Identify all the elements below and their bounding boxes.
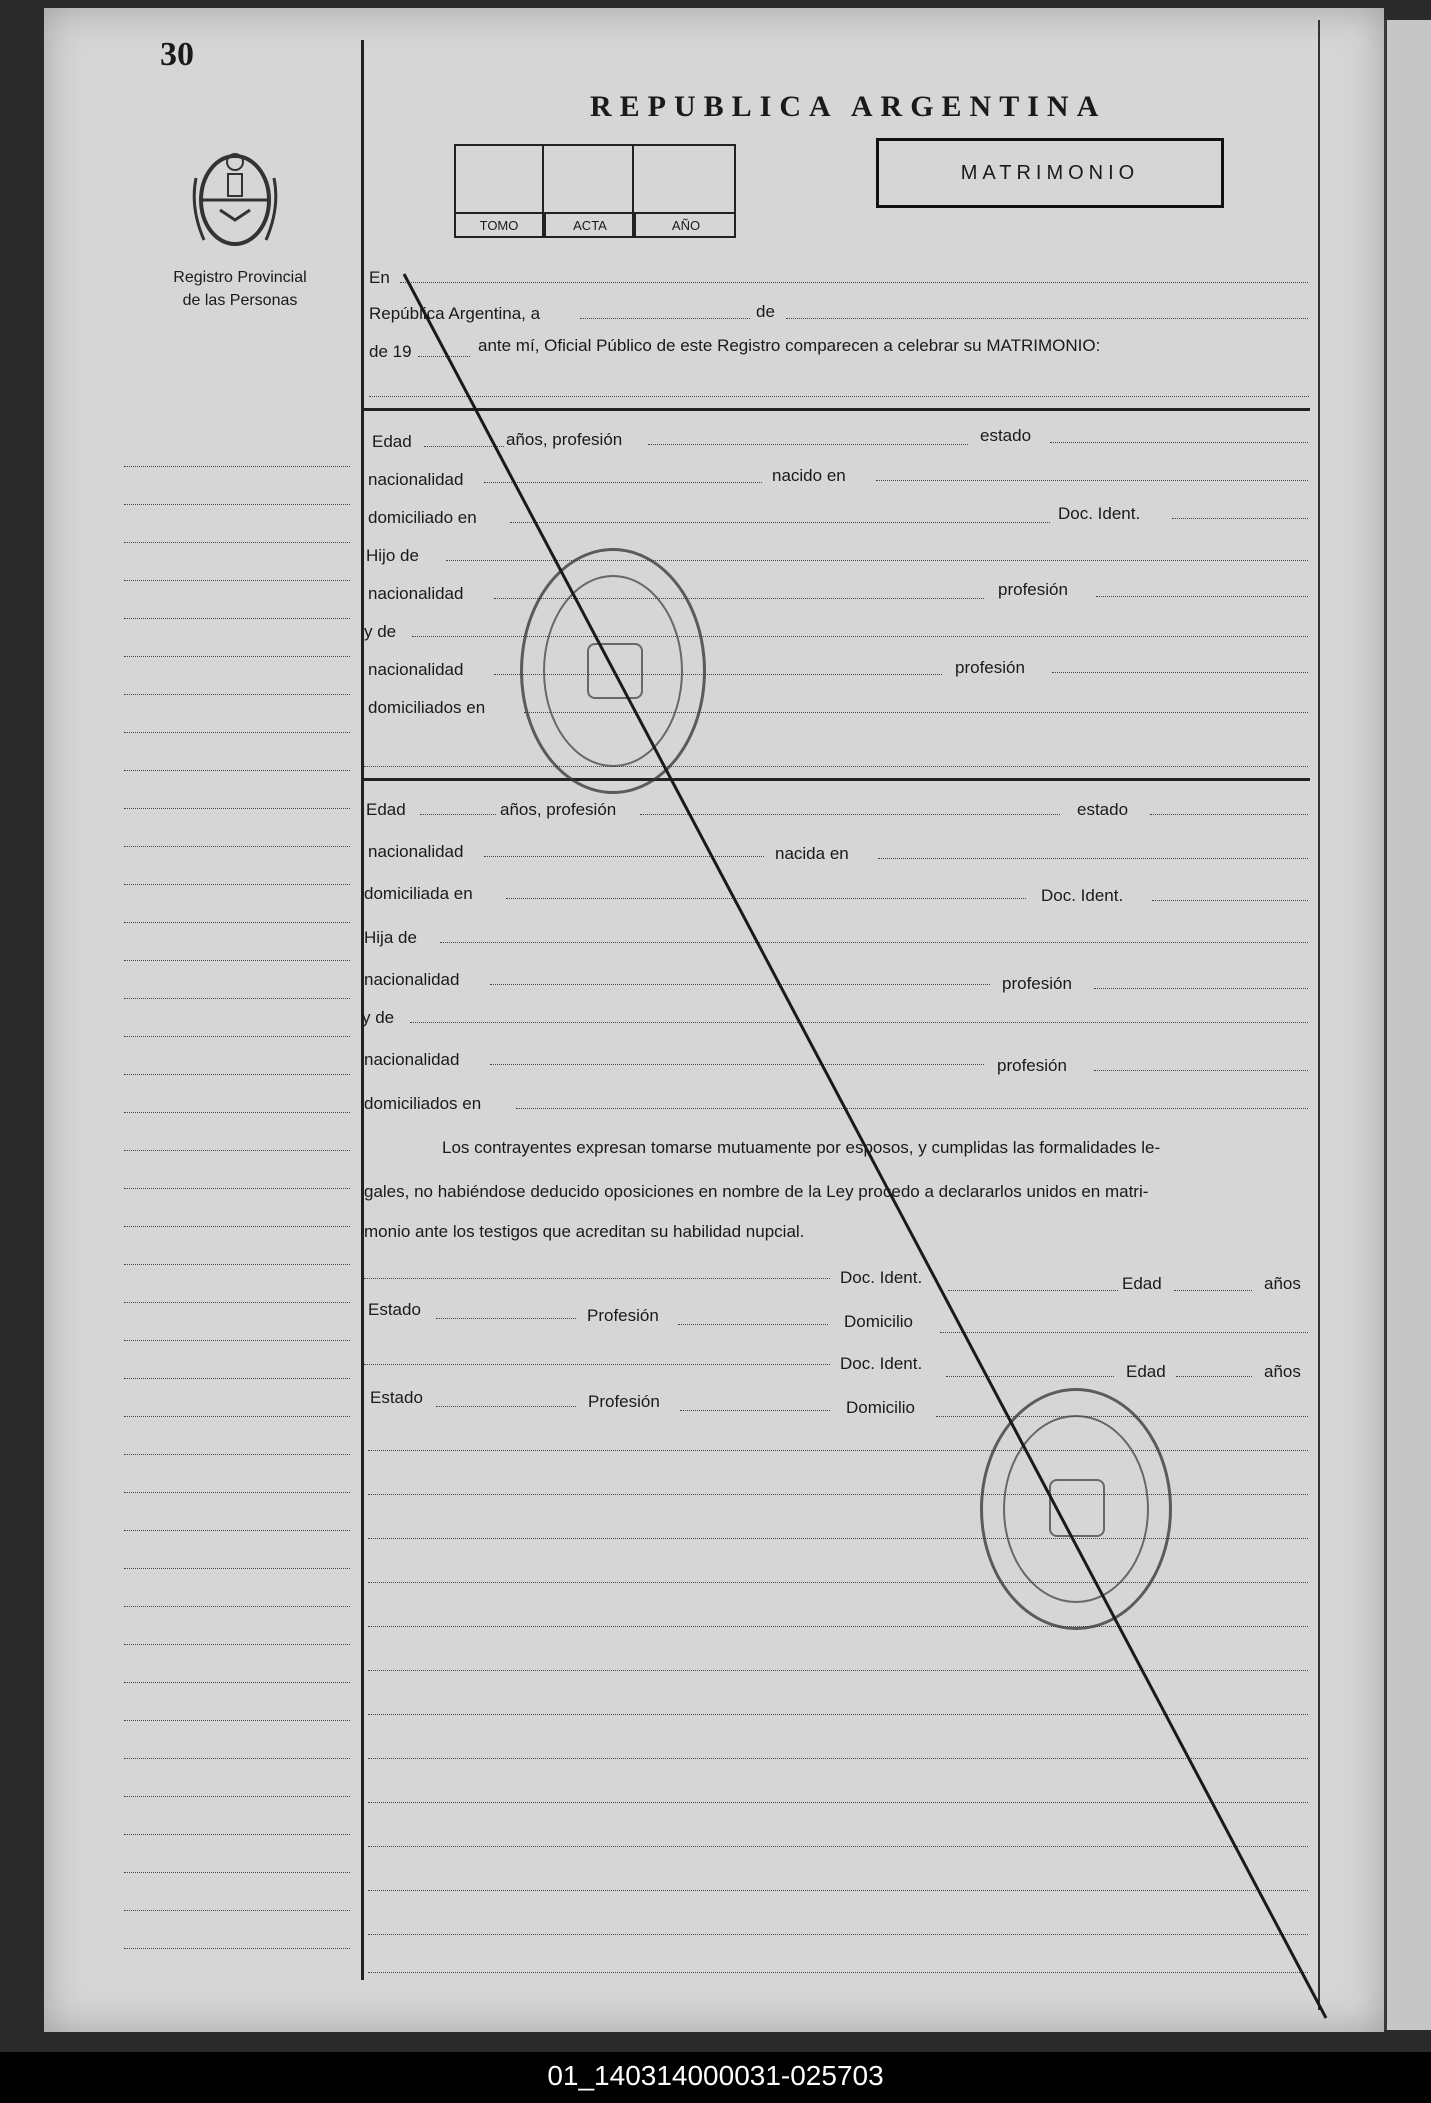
groom-nacionalidad-label: nacionalidad xyxy=(368,470,464,489)
witness1-profesion-label: Profesión xyxy=(587,1306,659,1325)
groom-nacido-label: nacido en xyxy=(772,466,846,485)
bride-father-nacionalidad-label: nacionalidad xyxy=(364,970,460,989)
groom-hijo-label: Hijo de xyxy=(366,546,419,565)
acta-label: ACTA xyxy=(544,212,634,236)
witness2-anos-label: años xyxy=(1264,1362,1301,1381)
document-id: 01_140314000031-025703 xyxy=(547,2060,884,2091)
declaration-line-2: gales, no habiéndose deducido oposiciones en nombre de la Ley procedo a declararlos unidos en matri- xyxy=(364,1182,1149,1201)
bride-domicilio-label: domiciliada en xyxy=(364,884,473,903)
declaration-line-3: monio ante los testigos que acreditan su habilidad nupcial. xyxy=(364,1222,805,1241)
groom-mother-profesion-label: profesión xyxy=(955,658,1025,677)
bride-nacida-label: nacida en xyxy=(775,844,849,863)
groom-estado-label: estado xyxy=(980,426,1032,445)
de-label: de xyxy=(756,302,775,321)
tomo-label: TOMO xyxy=(456,212,542,236)
bride-mother-label: y de xyxy=(362,1008,395,1027)
page-number: 30 xyxy=(160,36,194,73)
de19-label: de 19 xyxy=(369,342,412,361)
groom-domicilio-label: domiciliado en xyxy=(368,508,477,527)
bride-doc-label: Doc. Ident. xyxy=(1041,886,1124,905)
bride-nacionalidad-label: nacionalidad xyxy=(368,842,464,861)
bride-mother-profesion-label: profesión xyxy=(997,1056,1067,1075)
groom-profesion-label: años, profesión xyxy=(506,430,623,449)
witness1-domicilio-label: Domicilio xyxy=(844,1312,913,1331)
witness2-profesion-label: Profesión xyxy=(588,1392,660,1411)
groom-father-profesion-label: profesión xyxy=(998,580,1068,599)
groom-mother-label: y de xyxy=(364,622,397,641)
bride-mother-nacionalidad-label: nacionalidad xyxy=(364,1050,460,1069)
ante-text: ante mí, Oficial Público de este Registro comparecen a celebrar su MATRIMONIO: xyxy=(478,336,1101,355)
matrimonio-box: MATRIMONIO xyxy=(876,138,1224,208)
witness2-edad-label: Edad xyxy=(1126,1362,1166,1381)
declaration-line-1: Los contrayentes expresan tomarse mutuamente por esposos, y cumplidas las formalidades le- xyxy=(442,1138,1161,1157)
witness2-doc-label: Doc. Ident. xyxy=(840,1354,923,1373)
ano-label: AÑO xyxy=(634,212,736,236)
witness1-edad-label: Edad xyxy=(1122,1274,1162,1293)
witness1-anos-label: años xyxy=(1264,1274,1301,1293)
bride-hija-label: Hija de xyxy=(364,928,417,947)
registry-line2: de las Personas xyxy=(182,292,298,309)
bride-estado-label: estado xyxy=(1077,800,1129,819)
registry-line1: Registro Provincial xyxy=(173,269,307,286)
bride-edad-label: Edad xyxy=(366,800,406,819)
bride-profesion-label: años, profesión xyxy=(500,800,617,819)
witness1-doc-label: Doc. Ident. xyxy=(840,1268,923,1287)
groom-edad-label: Edad xyxy=(372,432,412,451)
witness2-estado-label: Estado xyxy=(370,1388,423,1407)
groom-doc-label: Doc. Ident. xyxy=(1058,504,1141,523)
document-title: REPUBLICA ARGENTINA xyxy=(590,90,1107,123)
groom-parents-domicilio-label: domiciliados en xyxy=(368,698,486,717)
groom-father-nacionalidad-label: nacionalidad xyxy=(368,584,464,603)
bride-father-profesion-label: profesión xyxy=(1002,974,1072,993)
groom-mother-nacionalidad-label: nacionalidad xyxy=(368,660,464,679)
witness1-estado-label: Estado xyxy=(368,1300,421,1319)
en-label: En xyxy=(369,268,390,287)
witness2-domicilio-label: Domicilio xyxy=(846,1398,915,1417)
republica-label: República Argentina, a xyxy=(369,304,541,323)
bride-parents-domicilio-label: domiciliados en xyxy=(364,1094,482,1113)
